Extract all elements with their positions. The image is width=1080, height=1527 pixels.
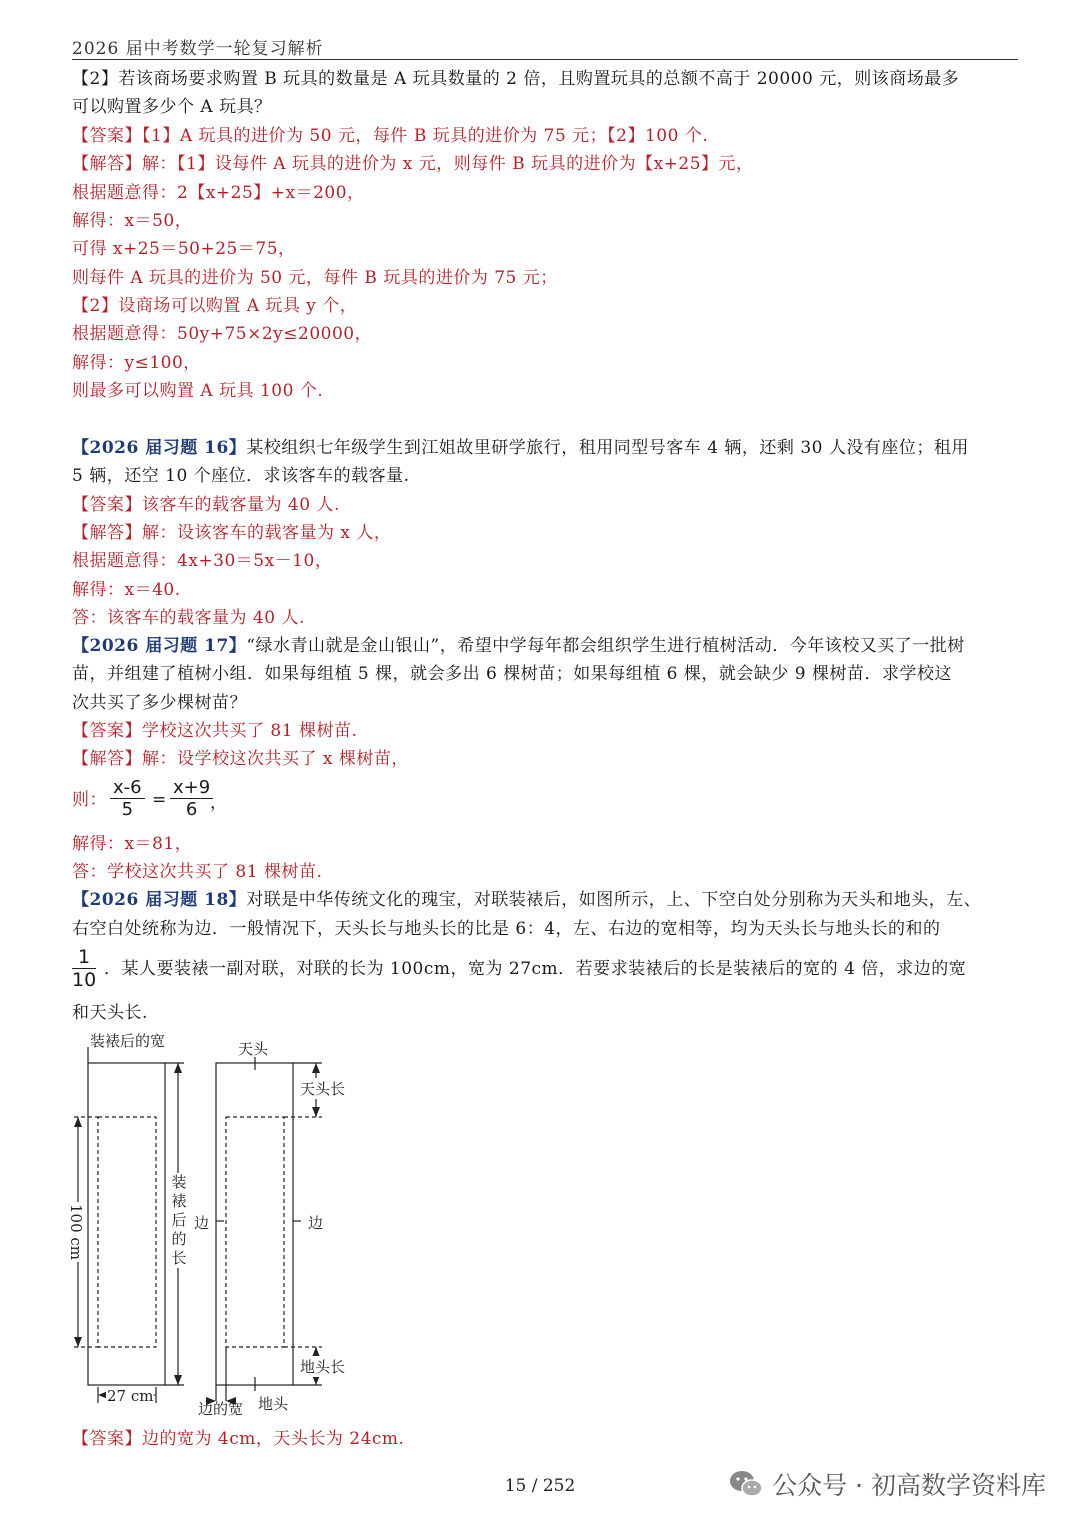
watermark	[728, 1466, 1046, 1502]
page-number: 15 / 252	[504, 1476, 576, 1496]
fraction-numerator: 1	[78, 946, 91, 968]
solution-line: 【解答】解：设学校这次共买了 x 棵树苗，	[72, 749, 409, 769]
arrow-head	[312, 1107, 320, 1117]
problem-18-line: 右空白处统称为边．一般情况下，天头长与地头长的比是 6：4，左、右边的宽相等，均为天头长与地头长的和的	[72, 919, 941, 939]
arrow-head	[174, 1063, 182, 1073]
solution-line: 根据题意得：4x+30＝5x－10，	[72, 551, 333, 571]
label-ditou-length: 地头长	[300, 1358, 346, 1376]
label-ditou: 地头	[258, 1395, 289, 1413]
right-inner-dashed	[226, 1117, 284, 1347]
problem-17-line: 次共买了多少棵树苗？	[72, 693, 247, 713]
problem-18-line: ．某人要装裱一副对联，对联的长为 100cm，宽为 27cm．若要求装裱后的长是装裱后的宽的 4 倍，求边的宽	[104, 959, 967, 979]
solution-line: 解得：x＝81，	[72, 834, 193, 854]
couplet-diagram	[60, 1025, 420, 1425]
solution-line: 【解答】解：设该客车的载客量为 x 人，	[72, 523, 392, 543]
label-bian-right: 边	[308, 1214, 324, 1232]
label-bian-width: 边的宽	[198, 1400, 244, 1418]
fraction-x-minus-6-over-5	[110, 777, 145, 820]
left-inner-dashed	[98, 1117, 156, 1347]
comma: ，	[210, 793, 228, 813]
fraction-denominator: 6	[185, 799, 198, 820]
problem-17-text: “绿水青山就是金山银山”，希望中学每年都会组织学生进行植树活动．今年该校又买了一批树	[246, 636, 965, 656]
problem-16-tag: 【2026 届习题 16】	[72, 438, 247, 458]
header-rule	[72, 59, 1018, 60]
solution-line: 根据题意得：50y+75×2y≤20000，	[72, 324, 373, 344]
solution-line: 根据题意得：2【x+25】+x＝200，	[72, 183, 365, 203]
problem-18-line	[72, 889, 1022, 911]
label-width-after: 装裱后的宽	[90, 1032, 166, 1050]
fraction-denominator: 5	[121, 799, 134, 820]
problem-18-tag: 【2026 届习题 18】	[72, 890, 247, 910]
solution-line: 【解答】解：【1】设每件 A 玩具的进价为 x 元，则每件 B 玩具的进价为【x+25】元，	[72, 154, 754, 174]
arrow-head	[174, 1375, 182, 1385]
text-line: 【2】若该商场要求购置 B 玩具的数量是 A 玩具数量的 2 倍，且购置玩具的总额不高于 20000 元，则该商场最多	[72, 69, 960, 89]
problem-17-line	[72, 635, 1022, 657]
wechat-icon	[728, 1469, 764, 1499]
solution-line: 则每件 A 玩具的进价为 50 元，每件 B 玩具的进价为 75 元；	[72, 268, 558, 288]
fraction-numerator: x-6	[113, 777, 142, 798]
answer-line: 【答案】该客车的载客量为 40 人.	[72, 495, 340, 515]
solution-line: 答：学校这次共买了 81 棵树苗.	[72, 862, 323, 882]
problem-17-tag: 【2026 届习题 17】	[72, 636, 247, 656]
problem-17-line: 苗，并组建了植树小组．如果每组植 5 棵，就会多出 6 棵树苗；如果每组植 6 棵，就会缺少 9 棵树苗．求学校这	[72, 664, 952, 684]
fraction-one-tenth	[72, 946, 96, 991]
label-bian-left: 边	[194, 1214, 210, 1232]
label-100cm: 100 cm	[67, 1203, 86, 1261]
document-header: 2026 届中考数学一轮复习解析	[72, 39, 324, 59]
then-label: 则：	[72, 790, 107, 810]
fraction-denominator: 10	[72, 969, 97, 991]
solution-line: 解得：x＝50，	[72, 211, 193, 231]
problem-16-line	[72, 437, 1022, 459]
solution-line: 解得：x＝40.	[72, 580, 181, 600]
label-27cm: 27 cm	[107, 1387, 154, 1405]
equals-sign: =	[152, 790, 167, 810]
answer-line: 【答案】学校这次共买了 81 棵树苗.	[72, 721, 358, 741]
watermark-text: 公众号 · 初高数学资料库	[772, 1471, 1046, 1500]
problem-16-line: 5 辆，还空 10 个座位．求该客车的载客量.	[72, 466, 410, 486]
couplet-mounting-figure	[60, 1025, 420, 1425]
label-tiantou: 天头	[238, 1040, 269, 1058]
right-outer-frame	[216, 1063, 293, 1385]
label-tiantou-length: 天头长	[300, 1080, 346, 1098]
fraction-x-plus-9-over-6	[170, 777, 213, 820]
solution-line: 可得 x+25＝50+25＝75，	[72, 239, 296, 259]
answer-line: 【答案】【1】A 玩具的进价为 50 元，每件 B 玩具的进价为 75 元；【2】100 个.	[72, 126, 709, 146]
fraction-numerator: x+9	[173, 777, 211, 798]
dimension-arrows	[74, 1063, 320, 1405]
solution-line: 解得：y≤100，	[72, 353, 201, 373]
label-length-after: 装裱后的长	[171, 1173, 187, 1267]
solution-line: 【2】设商场可以购置 A 玩具 y 个，	[72, 296, 358, 316]
problem-18-text: 对联是中华传统文化的瑰宝，对联装裱后，如图所示，上、下空白处分别称为天头和地头，左、	[246, 890, 982, 910]
arrow-head	[74, 1117, 82, 1127]
left-outer-frame	[88, 1063, 165, 1385]
problem-18-line: 和天头长.	[72, 1003, 148, 1023]
solution-line: 则最多可以购置 A 玩具 100 个.	[72, 381, 324, 401]
solution-line: 答：该客车的载客量为 40 人.	[72, 608, 305, 628]
text-line: 可以购置多少个 A 玩具？	[72, 97, 272, 117]
answer-line: 【答案】边的宽为 4cm，天头长为 24cm.	[72, 1429, 405, 1449]
problem-16-text: 某校组织七年级学生到江姐故里研学旅行，租用同型号客车 4 辆，还剩 30 人没有座位；租用	[246, 438, 969, 458]
arrow-head	[312, 1063, 320, 1073]
arrow-head	[74, 1337, 82, 1347]
